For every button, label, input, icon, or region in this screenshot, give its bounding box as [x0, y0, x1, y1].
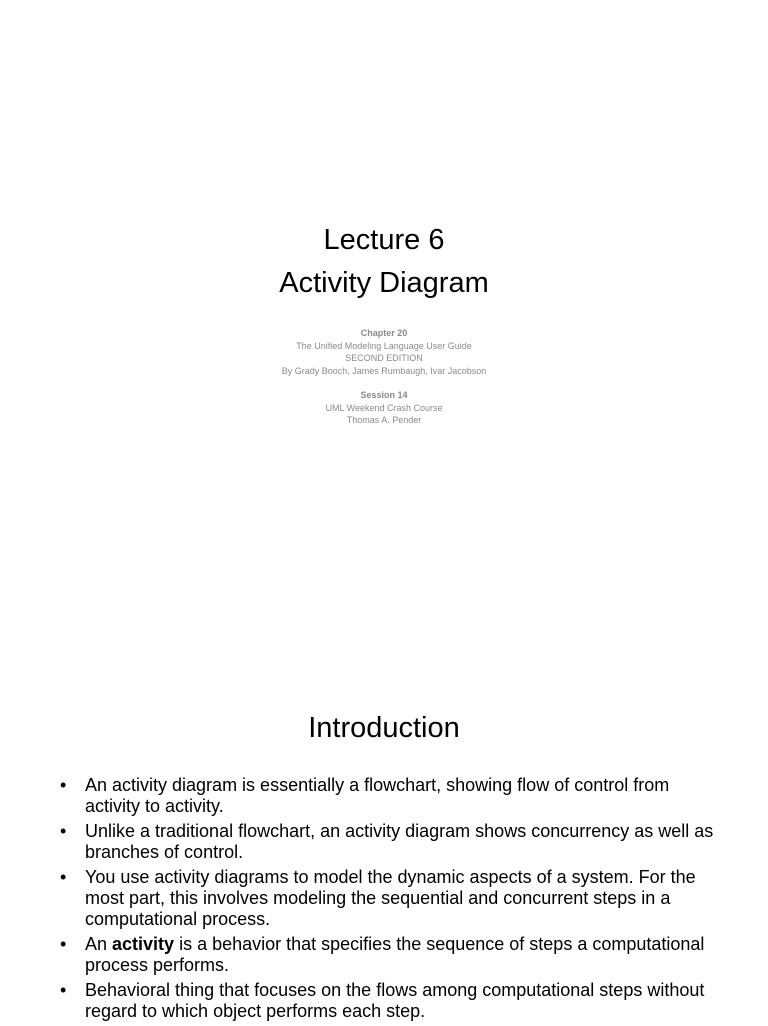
bullet-text: You use activity diagrams to model the dynamic aspects of a system. For the most part, this involves modeling the sequential and concurrent steps in a computational process.	[85, 867, 696, 929]
chapter-label: Chapter 20	[360, 328, 408, 338]
lecture-title: Lecture 6	[323, 224, 445, 256]
bullet-icon: •	[60, 775, 67, 795]
lecture-subtitle: Activity Diagram	[279, 267, 489, 299]
term-activity: activity	[112, 934, 175, 954]
book-title: The Unified Modeling Language User Guide	[296, 340, 472, 351]
bullet-text: An activity diagram is essentially a flowchart, showing flow of control from activity to activity.	[85, 775, 670, 816]
bullet-icon: •	[60, 934, 67, 954]
slide-heading: Introduction	[308, 712, 460, 744]
bullet-icon: •	[60, 980, 67, 1000]
course-title: UML Weekend Crash Course	[325, 402, 443, 413]
list-item	[60, 980, 720, 1022]
list-item	[60, 934, 720, 976]
bullet-icon: •	[60, 867, 67, 887]
session-label: Session 14	[360, 390, 408, 400]
course-author: Thomas A. Pender	[346, 415, 422, 425]
bullet-text: Unlike a traditional flowchart, an activity diagram shows concurrency as well as branches of control.	[85, 821, 714, 862]
reference-block	[0, 327, 768, 427]
edition-label: SECOND EDITION	[345, 353, 423, 363]
list-item	[60, 775, 720, 817]
bullet-icon: •	[60, 821, 67, 841]
bullet-text: An activity is a behavior that specifies the sequence of steps a computational process performs.	[85, 934, 705, 975]
list-item	[60, 821, 720, 863]
introduction-slide	[0, 680, 768, 1024]
authors-label: By Grady Booch, James Rumbaugh, Ivar Jacobson	[281, 365, 487, 376]
bullet-list	[60, 775, 720, 1026]
list-item	[60, 867, 720, 930]
bullet-text: Behavioral thing that focuses on the flows among computational steps without regard to which object performs each step.	[85, 980, 705, 1021]
